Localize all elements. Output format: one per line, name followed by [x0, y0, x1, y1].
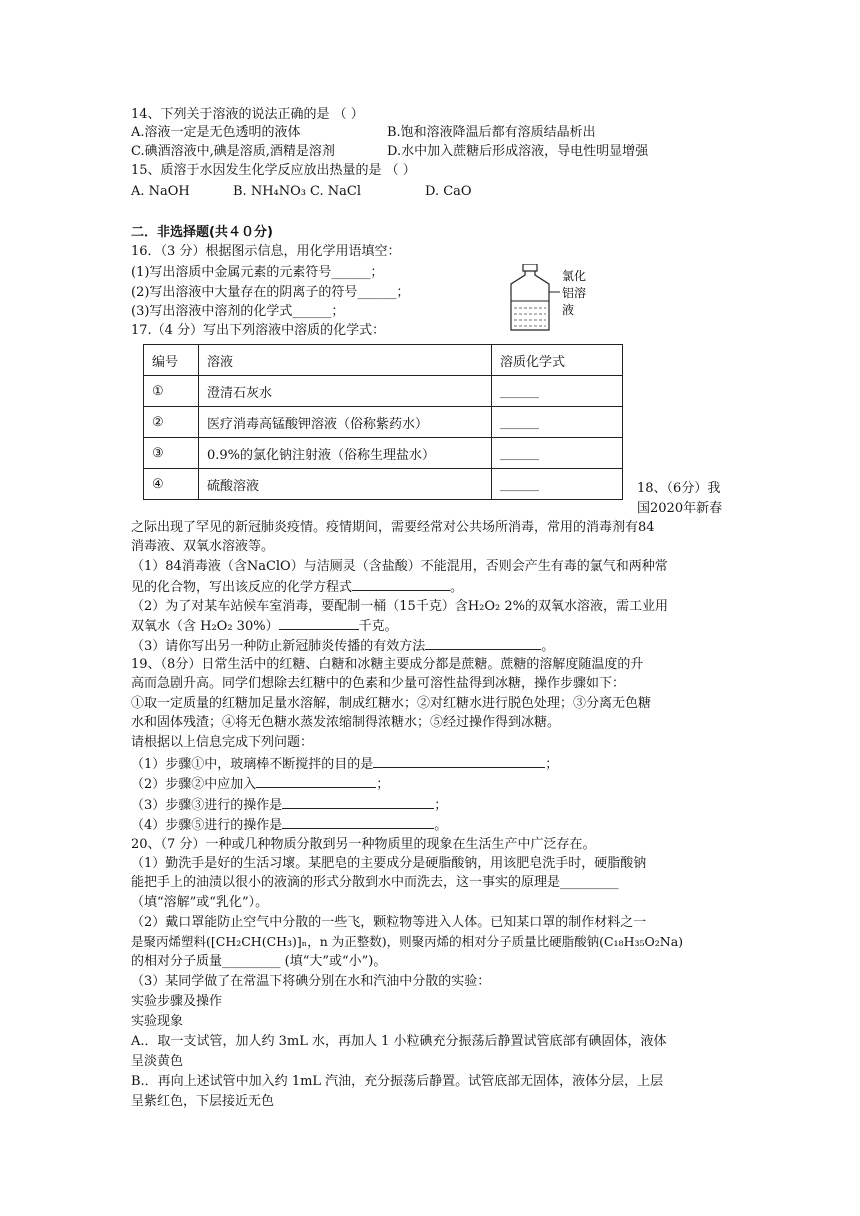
q14-option-a: A.溶液一定是无色透明的液体 [131, 125, 301, 140]
table-row [144, 407, 623, 438]
bottle-label-1: 氯化 [562, 269, 587, 283]
q20-experiment-result-label: 实验现象 [131, 1014, 184, 1029]
q15-option-a: A. NaOH [131, 184, 190, 199]
q20-line-3: 能把手上的油渍以很小的液滴的形式分散到水中而洗去，这一事实的原理是_________ [131, 875, 619, 890]
row-number: ① [144, 376, 199, 407]
q20-line-4: （填“溶解”或“乳化”）。 [131, 895, 269, 910]
q18-line-6-text: 双氧水（含 H₂O₂ 30%） [131, 619, 279, 634]
q16-part3: (3)写出溶液中溶剂的化学式______； [131, 304, 345, 319]
q19-part-2-end: ； [376, 777, 390, 792]
q19-part-1-end: ； [545, 757, 559, 772]
q20-line-7: 的相对分子质量_________ (填“大”或“小”)。 [131, 954, 387, 969]
table-row [144, 376, 623, 407]
row-solution: 医疗消毒高锰酸钾溶液（俗称紫药水） [199, 407, 492, 438]
q14-option-d: D.水中加入蔗糖后形成溶液，导电性明显增强 [387, 144, 649, 159]
row-number: ④ [144, 469, 199, 500]
q17-table [143, 344, 623, 500]
section-heading: 二．非选择题(共４０分) [131, 225, 273, 240]
q19-line-5: 请根据以上信息完成下列问题： [131, 735, 314, 750]
row-number: ③ [144, 438, 199, 469]
q19-part-4 [131, 816, 447, 835]
table-row [144, 438, 623, 469]
q20-line-6: 是聚丙烯塑料([CH₂CH(CH₃)]ₙ，n 为正整数)，则聚丙烯的相对分子质量比硬脂酸钠(C₁₈H₃₅O₂Na) [131, 934, 684, 949]
answer-blank [256, 775, 376, 788]
q18-line-6-end: 千克。 [358, 619, 398, 634]
table-header-row [144, 345, 623, 376]
q20-step-b-1: B.．再向上述试管中加入约 1mL 汽油，充分振荡后静置。试管底部无固体，液体分层，上层 [131, 1074, 664, 1089]
row-solution: 澄清石灰水 [199, 376, 492, 407]
q16-part2: (2)写出溶液中大量存在的阴离子的符号______； [131, 285, 410, 300]
q18-line-2: 消毒液、双氧水溶液等。 [131, 539, 275, 554]
bottle-label-2: 铝溶 [562, 286, 587, 300]
q18-line-7 [131, 637, 554, 656]
q20-step-b-2: 呈紫红色，下层接近无色 [131, 1094, 275, 1109]
reagent-bottle-icon [504, 264, 614, 332]
table-row [144, 469, 623, 500]
q20-step-a-2: 呈淡黄色 [131, 1054, 184, 1069]
q14-option-c: C.碘酒溶液中,碘是溶质,酒精是溶剂 [131, 144, 335, 159]
q18-side-2: 国2020年新春 [637, 501, 723, 516]
q18-line-4-end: 。 [450, 580, 464, 595]
q19-part-2-text: （2）步骤②中应加入 [131, 777, 257, 792]
q19-line-1: 19、（8分）日常生活中的红糖、白糖和冰糖主要成分都是蔗糖。蔗糖的溶解度随温度的升 [131, 657, 644, 672]
q17-stem: 17.（4 分）写出下列溶液中溶质的化学式： [131, 323, 386, 338]
answer-blank [279, 617, 359, 630]
header-solute: 溶质化学式 [492, 345, 623, 376]
header-number: 编号 [144, 345, 199, 376]
q19-part-4-end: 。 [434, 818, 448, 833]
q18-line-5: （2）为了对某车站候车室消毒，要配制一桶（15千克）含H₂O₂ 2%的双氧水溶液，需工业用 [131, 599, 668, 614]
q20-line-1: 20、（7 分）一种或几种物质分散到另一种物质里的现象在生活生产中广泛存在。 [131, 837, 596, 852]
answer-blank [352, 578, 450, 591]
q14-option-b: B.饱和溶液降温后都有溶质结晶析出 [387, 125, 596, 140]
row-number: ② [144, 407, 199, 438]
q19-part-4-text: （4）步骤⑤进行的操作是 [131, 818, 283, 833]
q15-option-c: C. NaCl [310, 184, 361, 199]
q18-line-3: （1）84消毒液（含NaClO）与洁厕灵（含盐酸）不能混用，否则会产生有毒的氯气和两种常 [131, 559, 668, 574]
q19-part-3-end: ； [434, 798, 448, 813]
q20-line-5: （2）戴口罩能防止空气中分散的一些飞，颗粒物等进入人体。已知某口罩的制作材料之一 [131, 915, 647, 930]
q19-part-3 [131, 796, 447, 815]
q19-part-2 [131, 775, 389, 794]
q18-line-1: 之际出现了罕见的新冠肺炎疫情。疫情期间，需要经常对公共场所消毒，常用的消毒剂有84 [131, 520, 655, 535]
q15-stem: 15、质溶于水因发生化学反应放出热量的是 （ ） [131, 163, 416, 178]
q18-side-1: 18、（6分）我 [637, 481, 721, 496]
header-solution: 溶液 [199, 345, 492, 376]
answer-blank [373, 755, 545, 768]
q19-part-3-text: （3）步骤③进行的操作是 [131, 798, 283, 813]
q19-part-1-text: （1）步骤①中，玻璃棒不断搅拌的目的是 [131, 757, 374, 772]
q15-option-d: D. CaO [425, 184, 472, 199]
bottle-label-3: 液 [562, 303, 575, 317]
q19-line-2: 高而急剧升高。同学们想除去红糖中的色素和少量可溶性盐得到冰糖，操作步骤如下： [131, 676, 626, 691]
answer-blank [282, 796, 434, 809]
q20-experiment-steps-label: 实验步骤及操作 [131, 994, 223, 1009]
answer-blank [282, 816, 434, 829]
row-answer-blank: ______ [492, 407, 623, 438]
q20-step-a-1: A.．取一支试管，加人约 3mL 水，再加人 1 小粒碘充分振荡后静置试管底部有碘固体，液体 [131, 1034, 667, 1049]
q19-line-4: 水和固体残渣；④将无色糖水蒸发浓缩制得浓糖水；⑤经过操作得到冰糖。 [131, 715, 561, 730]
q18-line-7-end: 。 [541, 639, 555, 654]
q16-stem: 16．（3 分）根据图示信息，用化学用语填空： [131, 244, 401, 259]
q18-line-4 [131, 578, 463, 597]
row-answer-blank: ______ [492, 469, 623, 500]
row-solution: 硫酸溶液 [199, 469, 492, 500]
q18-line-4-text: 见的化合物，写出该反应的化学方程式 [131, 580, 353, 595]
q20-line-8: （3）某同学做了在常温下将碘分别在水和汽油中分散的实验： [131, 974, 491, 989]
q19-line-3: ①取一定质量的红糖加足量水溶解，制成红糖水；②对红糖水进行脱色处理；③分离无色糖 [131, 696, 652, 711]
q20-line-2: （1）勤洗手是好的生活习壞。某肥皂的主要成分是硬脂酸钠，用该肥皂洗手时，硬脂酸钠 [131, 856, 647, 871]
row-answer-blank: ______ [492, 438, 623, 469]
q16-part1: (1)写出溶质中金属元素的元素符号______； [131, 265, 384, 280]
row-solution: 0.9%的氯化钠注射液（俗称生理盐水） [199, 438, 492, 469]
q18-line-7-text: （3）请你写出另一种防止新冠肺炎传播的有效方法 [131, 639, 426, 654]
q14-stem: 14、下列关于溶液的说法正确的是 （ ） [131, 107, 364, 122]
answer-blank [425, 637, 541, 650]
q19-part-1 [131, 755, 558, 774]
q15-option-b: B. NH₄NO₃ [233, 184, 306, 199]
row-answer-blank: ______ [492, 376, 623, 407]
q18-line-6 [131, 617, 398, 636]
